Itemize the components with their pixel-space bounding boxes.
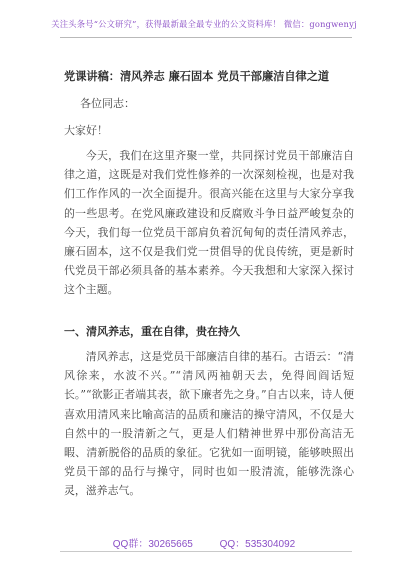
footer-qq-group: QQ群：30265665: [112, 539, 193, 550]
intro-paragraph: 今天，我们在这里齐聚一堂，共同探讨党员干部廉洁自律之道，这既是对我们党性修养的一次深刻检视，也是对我们工作作风的一次全面提升。很高兴能在这里与大家分享我的一些思考。在党风廉政建设和反腐败斗争日益严峻复杂的今天，我们每一位党员干部肩负着沉甸甸的责任清风养志，廉石固本，这不仅是我们党一贯倡导的优良传统，更是新时代党员干部必须具备的基本素养。今天我想和大家深入探讨这个主题。: [64, 149, 354, 297]
section-heading-1: 一、清风养志，重在自律，贵在持久: [64, 325, 240, 338]
footer-contact: [0, 535, 408, 550]
header-divider: [60, 37, 352, 38]
header-note: 关注头条号“公文研究”，获得最新最全最专业的公文资料库！ 微信：gongwenyj: [51, 19, 357, 29]
greeting: 大家好！: [64, 124, 108, 137]
salutation: 各位同志：: [80, 97, 135, 110]
footer-qq: QQ：535304092: [219, 539, 296, 550]
footer-divider: [60, 551, 352, 552]
document-title: 党课讲稿：清风养志 廉石固本 党员干部廉洁自律之道: [64, 69, 330, 83]
section-1-paragraph: 清风养志，这是党员干部廉洁自律的基石。古语云：“清风徐来，水波不兴。”“清风两袖朝天去，免得闾阎话短长。”“欲影正者端其表，欲下廉者先之身。”自古以来，诗人便喜欢用清风来比喻高洁的品质和廉洁的操守清风，不仅是大自然中的一股清新之气，更是人们精神世界中那份高洁无暇、清新脱俗的品质的象征。它犹如一面明镜，能够映照出党员干部的品行与操守，同时也如一股清流，能够洗涤心灵，滋养志气。: [64, 350, 354, 498]
